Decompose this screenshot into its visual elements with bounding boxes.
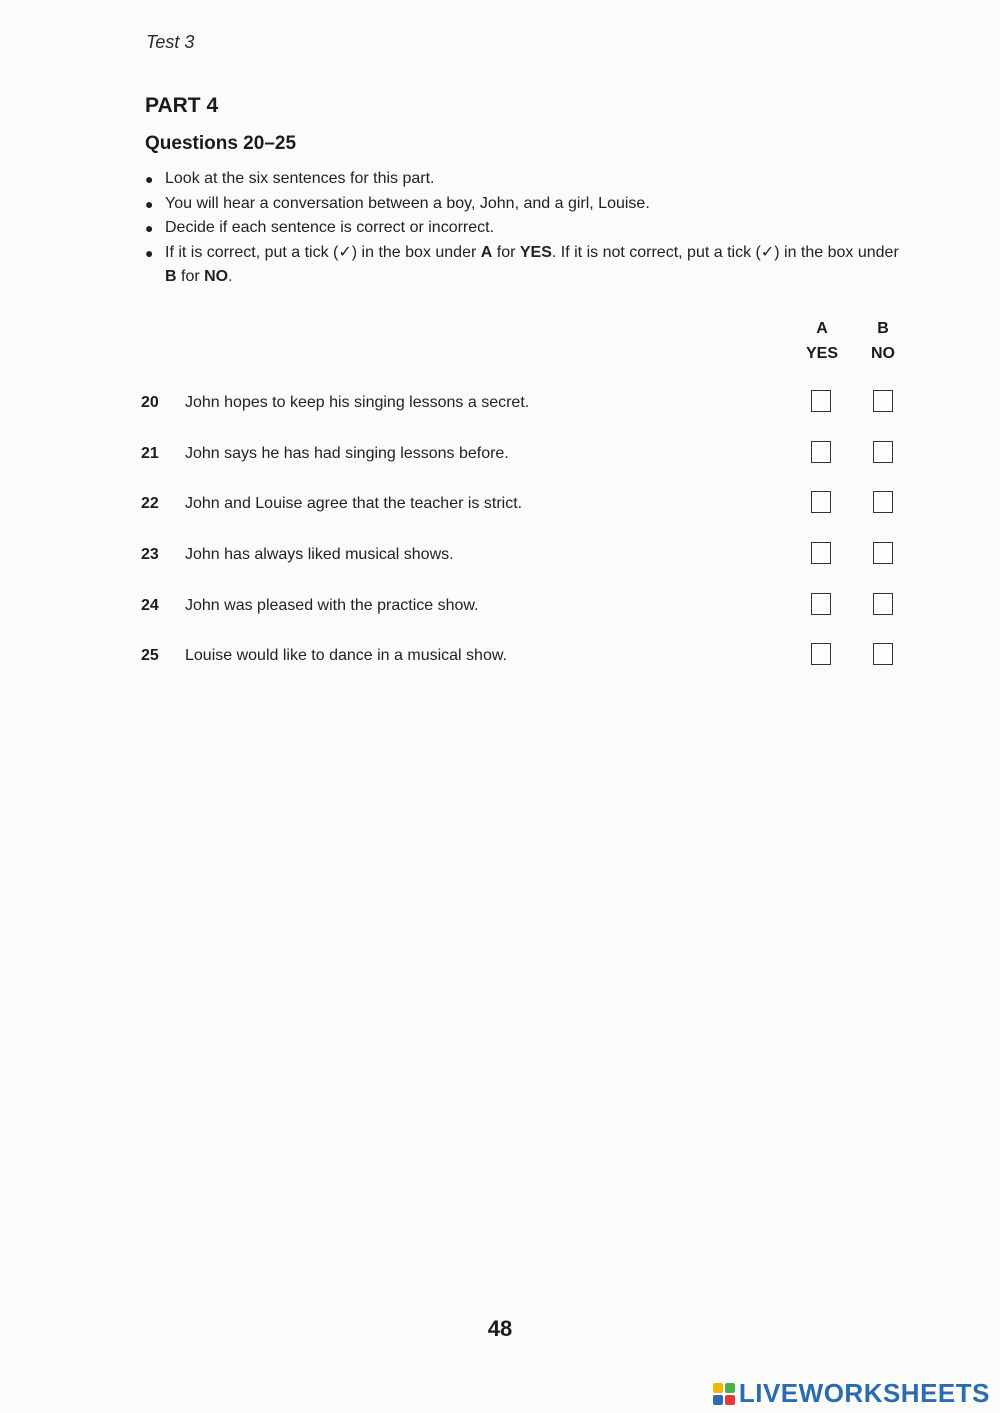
- question-text: Louise would like to dance in a musical show.: [185, 647, 507, 664]
- question-text: John says he has had singing lessons before.: [185, 445, 509, 462]
- question-text: John hopes to keep his singing lessons a secret.: [185, 394, 530, 411]
- questions-title: Questions 20–25: [145, 133, 297, 154]
- instruction-item: ● You will hear a conversation between a boy, John, and a girl, Louise.: [145, 192, 905, 217]
- no-checkbox[interactable]: [873, 390, 893, 412]
- question-row: [141, 441, 901, 471]
- question-number: 24: [141, 597, 159, 614]
- column-b-label: NO: [871, 345, 895, 362]
- no-checkbox[interactable]: [873, 643, 893, 665]
- yes-checkbox[interactable]: [811, 390, 831, 412]
- bullet-icon: ●: [145, 195, 154, 212]
- question-row: [141, 390, 901, 420]
- column-a-label: YES: [805, 345, 838, 362]
- question-number: 23: [141, 546, 159, 563]
- question-number: 22: [141, 495, 159, 512]
- column-b-letter: B: [877, 320, 889, 337]
- logo-grid-icon: [713, 1383, 735, 1405]
- part-title: PART 4: [145, 94, 219, 117]
- yes-checkbox[interactable]: [811, 441, 831, 463]
- question-text: John and Louise agree that the teacher is strict.: [185, 495, 523, 512]
- bullet-icon: ●: [145, 171, 154, 187]
- question-number: 25: [141, 647, 159, 664]
- yes-checkbox[interactable]: [811, 491, 831, 513]
- no-checkbox[interactable]: [873, 441, 893, 463]
- yes-checkbox[interactable]: [811, 593, 831, 615]
- yes-checkbox[interactable]: [811, 643, 831, 665]
- no-checkbox[interactable]: [873, 593, 893, 615]
- bullet-icon: ●: [145, 244, 154, 261]
- page-number: 48: [487, 1316, 513, 1341]
- no-checkbox[interactable]: [873, 491, 893, 513]
- question-row: [141, 593, 901, 623]
- no-checkbox[interactable]: [873, 542, 893, 564]
- question-row: [141, 643, 901, 673]
- column-header-a: [802, 316, 842, 366]
- question-number: 21: [141, 445, 159, 462]
- yes-checkbox[interactable]: [811, 542, 831, 564]
- column-a-letter: A: [816, 320, 828, 337]
- logo-square: [713, 1395, 723, 1405]
- running-head: Test 3: [146, 32, 195, 52]
- question-text: John was pleased with the practice show.: [185, 597, 479, 614]
- question-row: [141, 491, 901, 521]
- question-text: John has always liked musical shows.: [185, 546, 454, 563]
- question-row: [141, 542, 901, 572]
- instruction-item: ● If it is correct, put a tick (✓) in the box under A for YES. If it is not correct, put a tick (✓) in the box under B for NO.: [145, 241, 905, 290]
- logo-square: [725, 1383, 735, 1393]
- logo-square: [725, 1395, 735, 1405]
- question-number: 20: [141, 394, 159, 411]
- liveworksheets-logo: [713, 1378, 990, 1409]
- instructions-list: [145, 167, 905, 290]
- column-header-b: [863, 316, 903, 366]
- bullet-icon: ●: [145, 220, 154, 236]
- instruction-item: ● Decide if each sentence is correct or incorrect.: [145, 216, 905, 241]
- instruction-item: ● Look at the six sentences for this part.: [145, 167, 905, 192]
- logo-text: LIVEWORKSHEETS: [738, 1378, 990, 1408]
- logo-square: [713, 1383, 723, 1393]
